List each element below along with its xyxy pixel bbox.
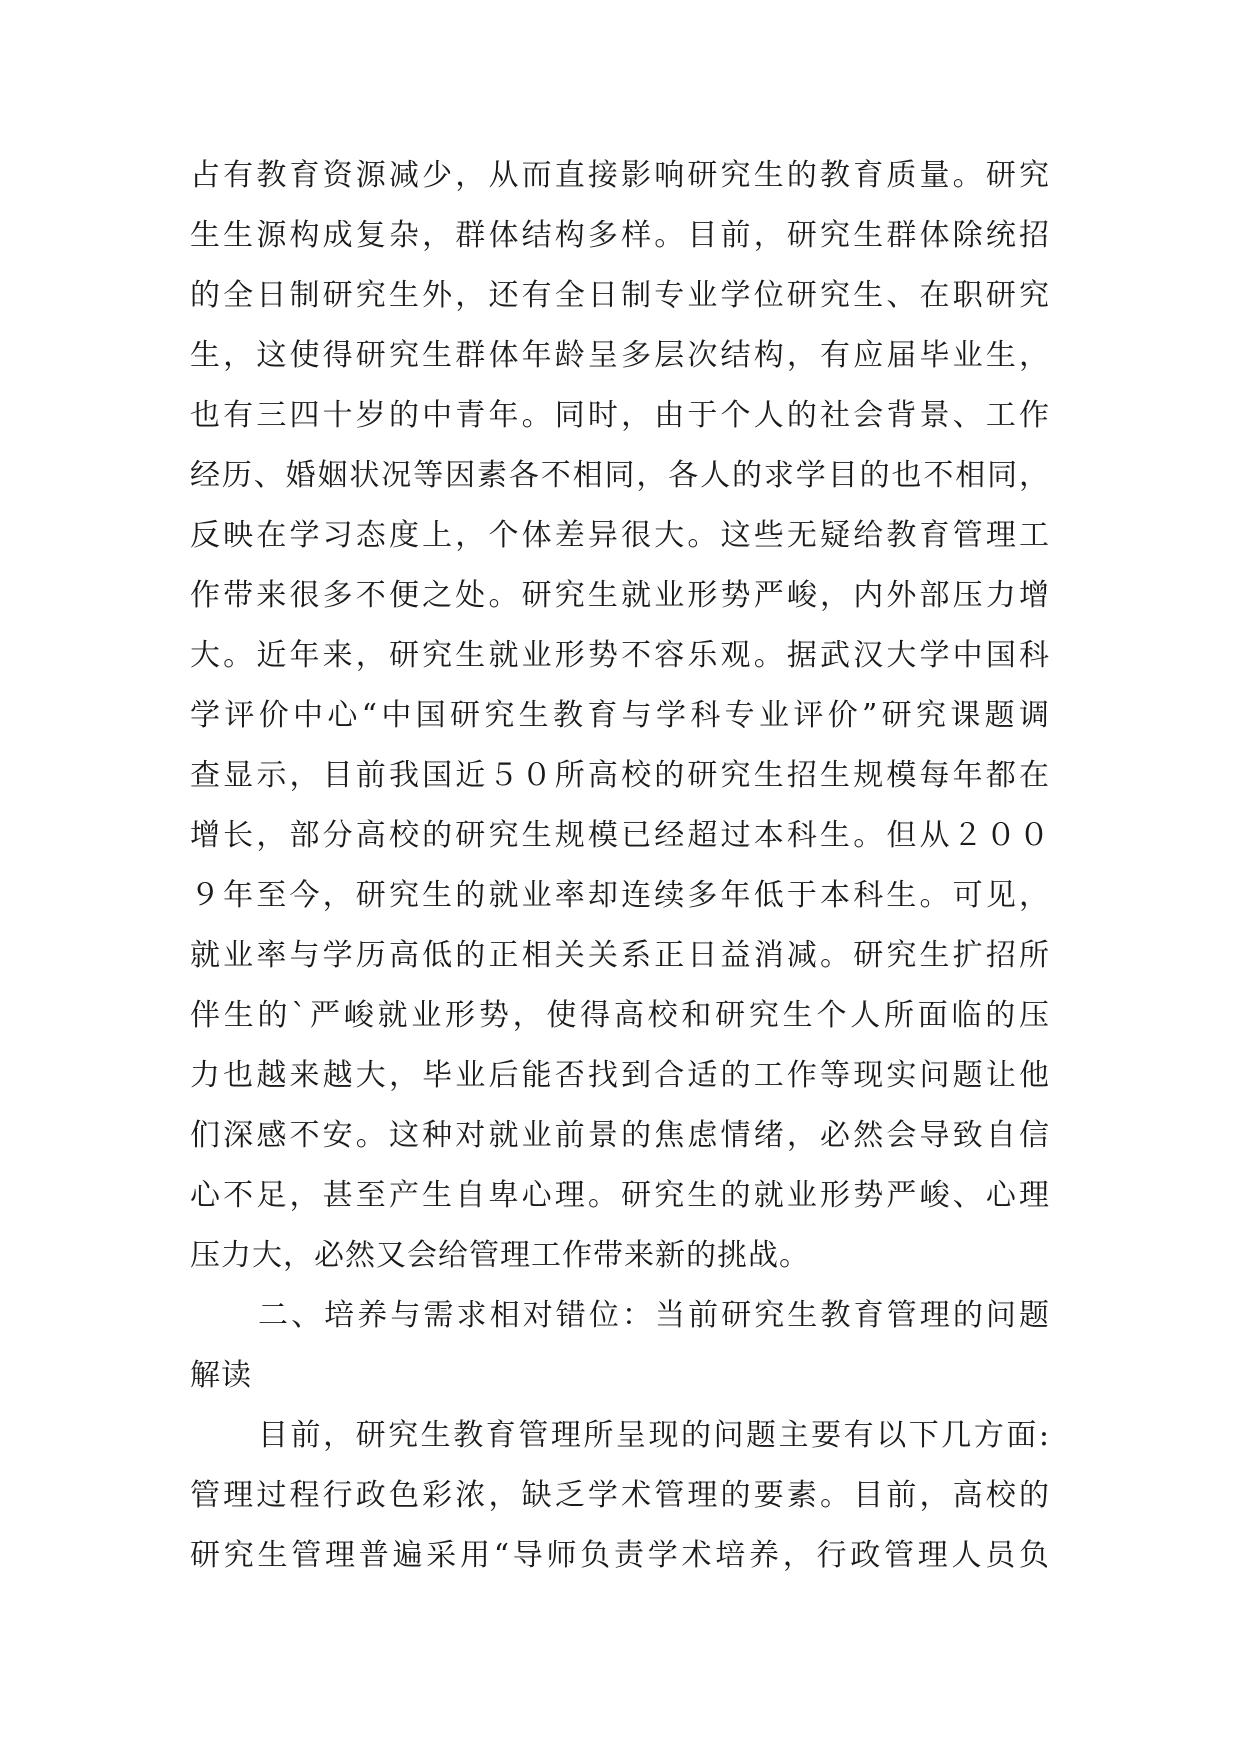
text-line: 压力大，必然又会给管理工作带来新的挑战。 (190, 1238, 810, 1273)
text-line: 占有教育资源减少，从而直接影响研究生的教育质量。研究 (190, 158, 1050, 193)
text-line: 生生源构成复杂，群体结构多样。目前，研究生群体除统招 (190, 218, 1050, 253)
text-line: 管理过程行政色彩浓，缺乏学术管理的要素。目前，高校的 (190, 1478, 1050, 1513)
text-line: 的全日制研究生外，还有全日制专业学位研究生、在职研究 (190, 278, 1050, 313)
text-line: 力也越来越大，毕业后能否找到合适的工作等现实问题让他 (190, 1058, 1050, 1093)
section-heading-continued: 解读 (190, 1358, 252, 1393)
text-line: 反映在学习态度上，个体差异很大。这些无疑给教育管理工 (190, 518, 1050, 553)
text-line: 大。近年来，研究生就业形势不容乐观。据武汉大学中国科 (190, 638, 1050, 673)
body-text (190, 146, 1050, 1586)
text-line: 经历、婚姻状况等因素各不相同，各人的求学目的也不相同， (190, 458, 1050, 493)
text-line: 目前，研究生教育管理所呈现的问题主要有以下几方面: (258, 1418, 1050, 1453)
text-line: 学评价中心“中国研究生教育与学科专业评价”研究课题调 (190, 698, 1050, 733)
text-line: ９年至今，研究生的就业率却连续多年低于本科生。可见， (190, 878, 1050, 913)
text-line: 们深感不安。这种对就业前景的焦虑情绪，必然会导致自信 (190, 1118, 1050, 1153)
text-line: 研究生管理普遍采用“导师负责学术培养，行政管理人员负 (190, 1538, 1050, 1573)
section-heading: 二、培养与需求相对错位：当前研究生教育管理的问题 (258, 1298, 1050, 1333)
text-line: 生，这使得研究生群体年龄呈多层次结构，有应届毕业生， (190, 338, 1050, 373)
text-line: 伴生的`严峻就业形势，使得高校和研究生个人所面临的压 (190, 998, 1050, 1033)
text-line: 作带来很多不便之处。研究生就业形势严峻，内外部压力增 (190, 578, 1050, 613)
text-line: 心不足，甚至产生自卑心理。研究生的就业形势严峻、心理 (190, 1178, 1050, 1213)
text-line: 也有三四十岁的中青年。同时，由于个人的社会背景、工作 (190, 398, 1050, 433)
text-line: 查显示，目前我国近５０所高校的研究生招生规模每年都在 (190, 758, 1050, 793)
text-line: 就业率与学历高低的正相关关系正日益消减。研究生扩招所 (190, 938, 1050, 973)
text-line: 增长，部分高校的研究生规模已经超过本科生。但从２００ (190, 818, 1050, 853)
